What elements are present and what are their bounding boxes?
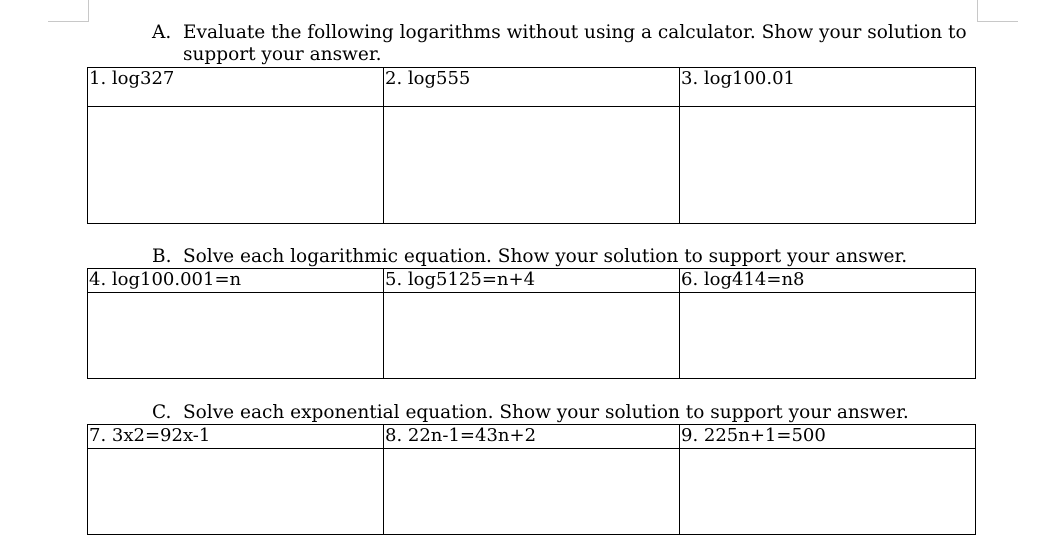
problem-6-label: 6. log414=n8 <box>680 269 976 293</box>
problem-5-answer-box[interactable] <box>384 293 680 379</box>
problem-1-answer-box[interactable] <box>88 107 384 224</box>
page-corner-mark-right <box>977 0 1018 22</box>
page-corner-mark-left <box>48 0 89 22</box>
problem-2-answer-box[interactable] <box>384 107 680 224</box>
section-a-instruction-cont: support your answer. <box>183 44 382 65</box>
section-a-table <box>87 67 976 224</box>
problem-4-label: 4. log100.001=n <box>88 269 384 293</box>
problem-2-label: 2. log555 <box>384 68 680 107</box>
section-b-heading <box>152 245 907 268</box>
problem-1-label: 1. log327 <box>88 68 384 107</box>
section-b-table <box>87 268 976 379</box>
problem-9-label: 9. 225n+1=500 <box>680 425 976 449</box>
section-c-letter: C. <box>152 402 172 423</box>
section-c-table <box>87 424 976 535</box>
section-a-letter: A. <box>152 22 172 43</box>
section-b-letter: B. <box>152 246 172 267</box>
problem-3-answer-box[interactable] <box>680 107 976 224</box>
problem-7-label: 7. 3x2=92x-1 <box>88 425 384 449</box>
problem-8-answer-box[interactable] <box>384 449 680 535</box>
section-c-instruction: Solve each exponential equation. Show your solution to support your answer. <box>183 402 909 423</box>
problem-9-answer-box[interactable] <box>680 449 976 535</box>
problem-8-label: 8. 22n-1=43n+2 <box>384 425 680 449</box>
problem-3-label: 3. log100.01 <box>680 68 976 107</box>
problem-6-answer-box[interactable] <box>680 293 976 379</box>
section-a-heading <box>152 21 967 66</box>
problem-7-answer-box[interactable] <box>88 449 384 535</box>
problem-5-label: 5. log5125=n+4 <box>384 269 680 293</box>
section-c-heading <box>152 401 909 424</box>
section-b-instruction: Solve each logarithmic equation. Show your solution to support your answer. <box>183 246 908 267</box>
section-a-instruction: Evaluate the following logarithms without using a calculator. Show your solution to <box>183 22 967 43</box>
problem-4-answer-box[interactable] <box>88 293 384 379</box>
